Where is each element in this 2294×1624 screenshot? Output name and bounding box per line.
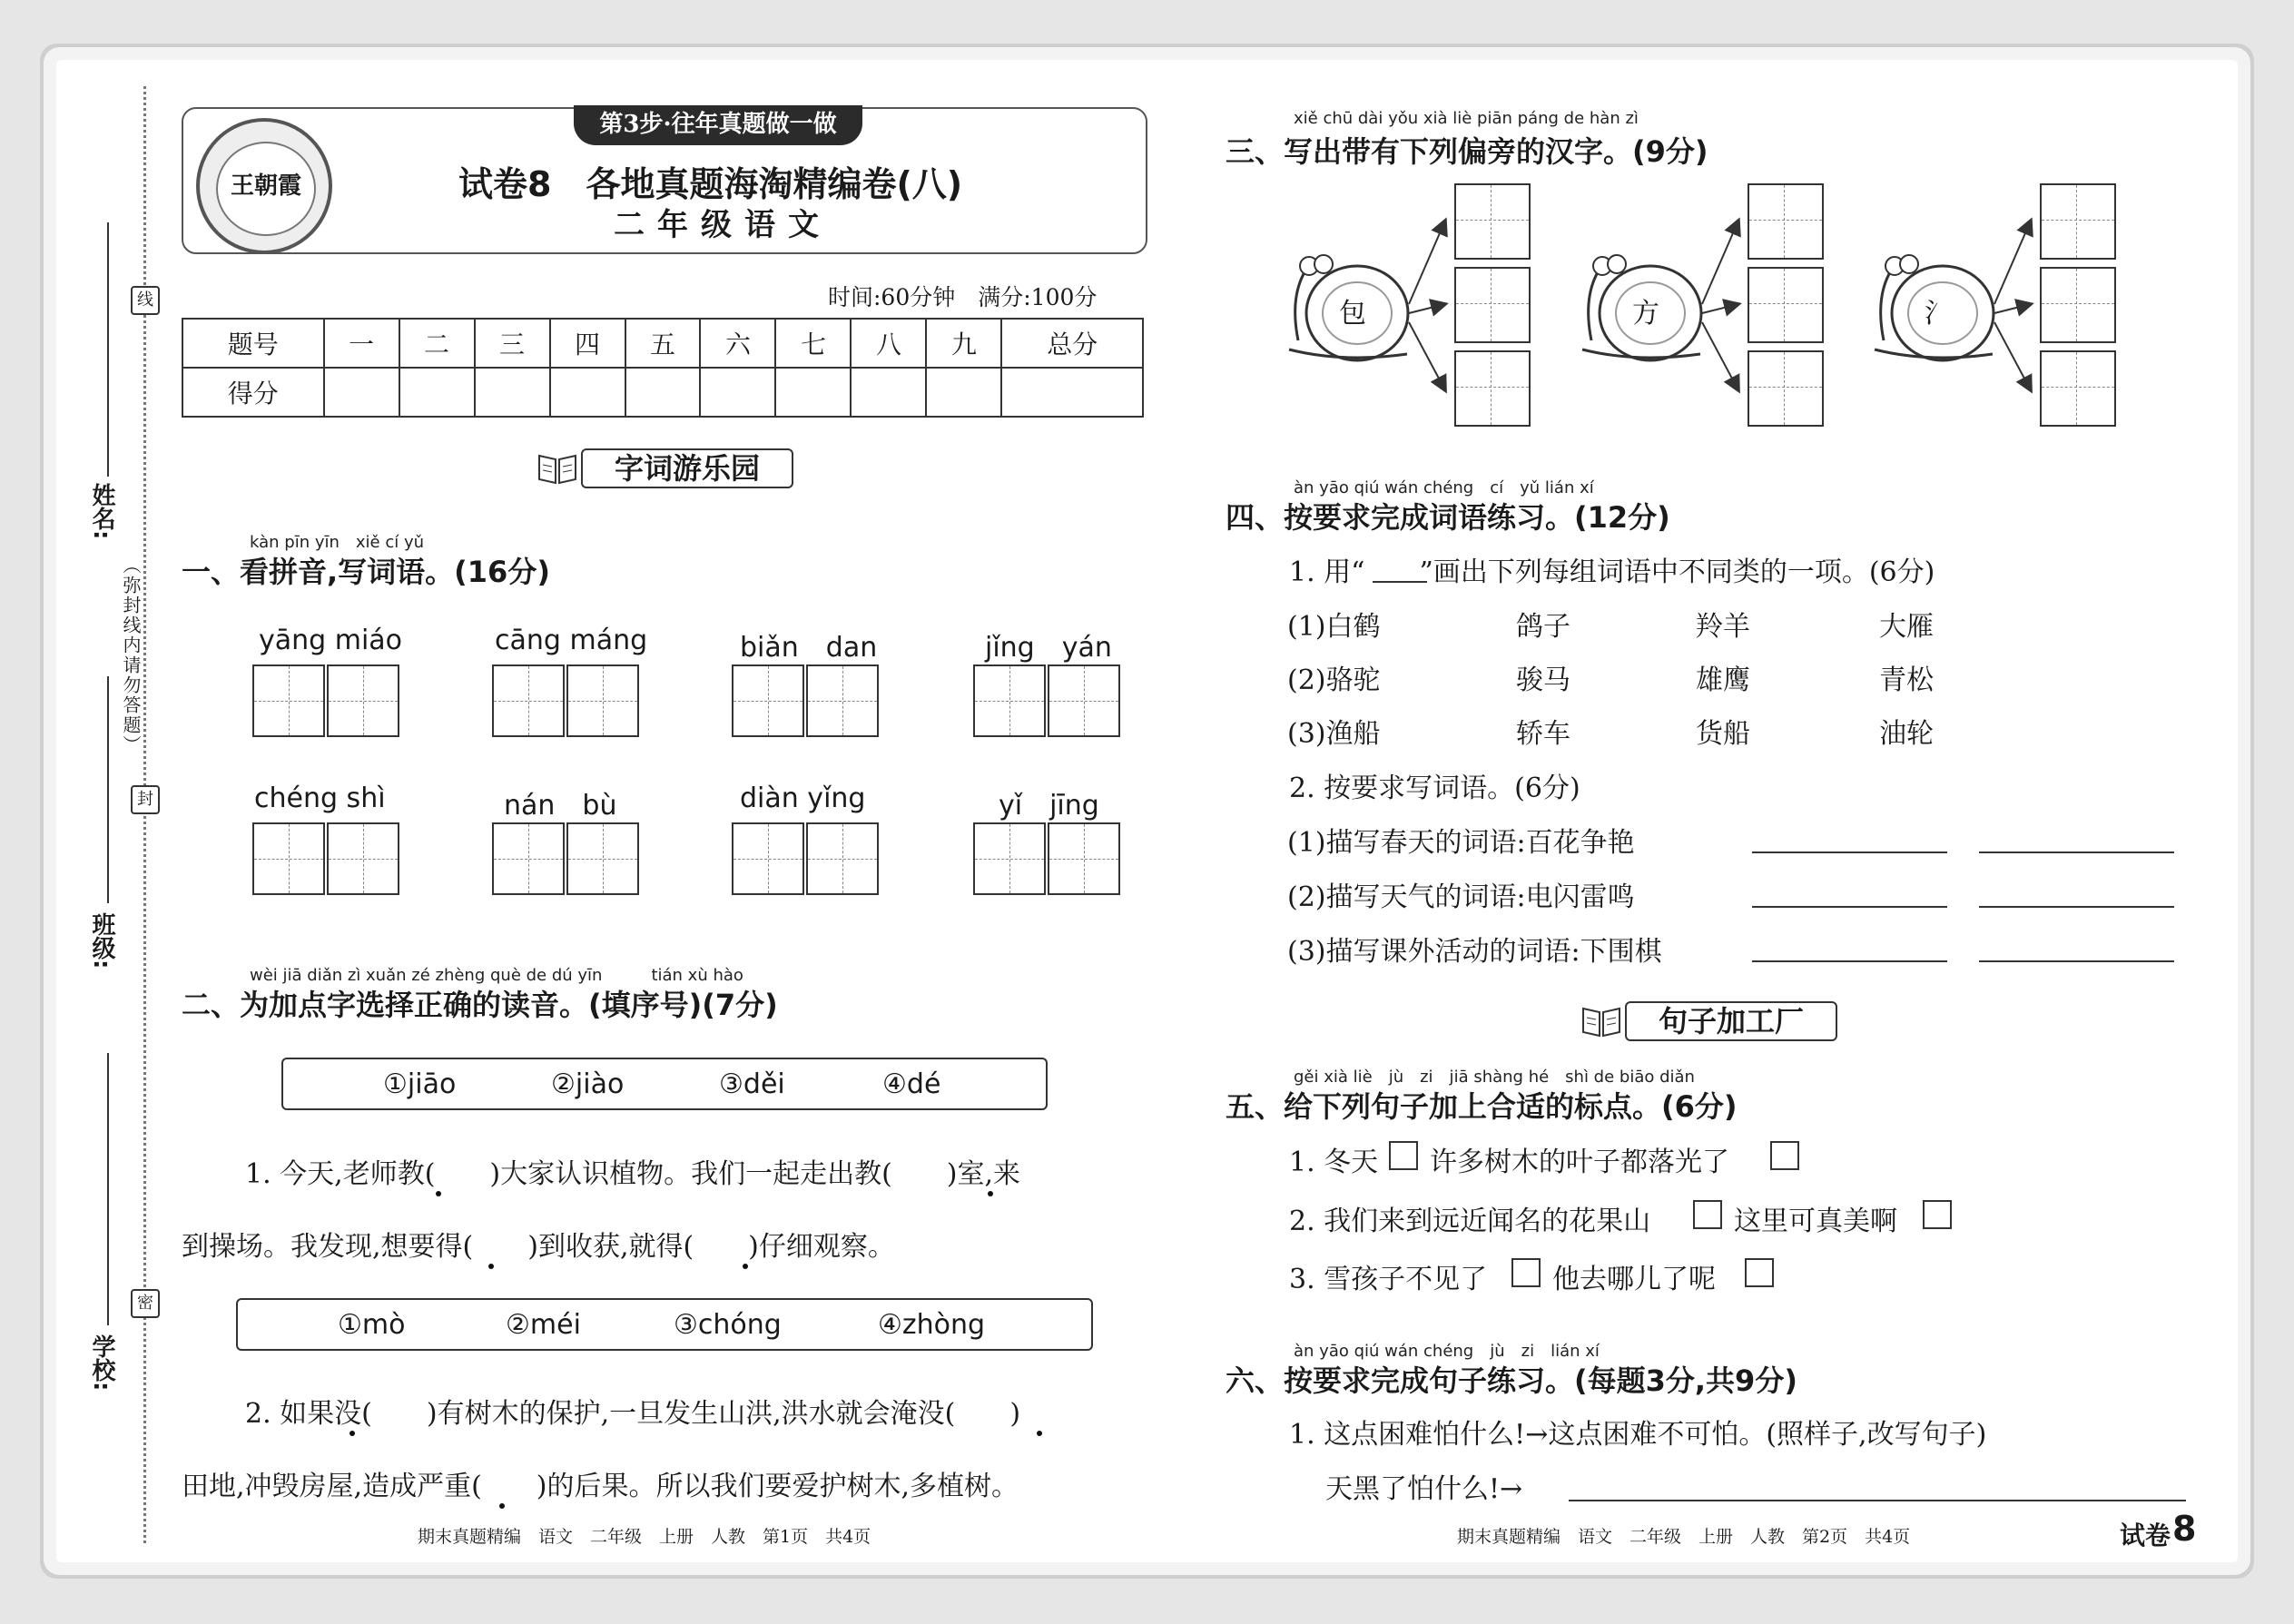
q4-word[interactable]: 青松 (1879, 664, 1934, 696)
book-icon (1580, 1003, 1623, 1039)
score-input[interactable] (700, 368, 775, 417)
q1-pinyin-word: cāng máng (495, 625, 648, 656)
score-input[interactable] (926, 368, 1001, 417)
q5-sentence-part: 他去哪儿了呢 (1552, 1264, 1716, 1295)
q1-pinyin-word: yāng miáo (259, 625, 403, 656)
q1-pinyin-word: jǐng yán (985, 632, 1112, 664)
q5-title: 五、给下列句子加上合适的标点。(6分) (1226, 1089, 1738, 1124)
school-field[interactable] (107, 1053, 109, 1325)
score-cell: 三 (475, 319, 550, 368)
q4-word[interactable]: 油轮 (1879, 718, 1934, 750)
q2-options-box-1 (281, 1058, 1048, 1110)
option: ①mò (338, 1309, 406, 1341)
writing-grid[interactable] (806, 822, 879, 895)
q4-word[interactable]: 大雁 (1879, 611, 1934, 643)
score-cell: 五 (625, 319, 701, 368)
writing-grid[interactable] (252, 822, 325, 895)
name-label: 姓名: (88, 483, 115, 540)
writing-grid[interactable] (806, 664, 879, 737)
writing-grid[interactable] (1748, 183, 1824, 260)
score-table (182, 318, 1144, 418)
q4-word[interactable]: 雄鹰 (1696, 664, 1750, 696)
q3-pinyin: xiě chū dài yǒu xià liè piān páng de hàn zì (1294, 109, 1639, 128)
score-input[interactable] (625, 368, 701, 417)
q2-text-line: 2. 如果没( )有树木的保护,一旦发生山洪,洪水就会淹没( ) (245, 1398, 1021, 1430)
q4-write-prompt: (2)描写天气的词语:电闪雷鸣 (1287, 881, 1635, 913)
option: ④dé (882, 1068, 941, 1100)
writing-grid[interactable] (327, 822, 399, 895)
writing-grid[interactable] (2040, 267, 2116, 343)
q1-pinyin-word: yǐ jīng (999, 790, 1099, 822)
q4-write-prompt: (3)描写课外活动的词语:下围棋 (1287, 936, 1662, 968)
q4-pinyin: àn yāo qiú wán chéng cí yǔ lián xí (1294, 478, 1594, 497)
q2-title: 二、为加点字选择正确的读音。(填序号)(7分) (182, 988, 778, 1022)
section-title-sentences: 句子加工厂 (1625, 1001, 1837, 1041)
q5-sentence-part: 3. 雪孩子不见了 (1289, 1264, 1488, 1295)
q4-word[interactable]: 轿车 (1516, 718, 1570, 750)
emphasis-dot (499, 1503, 505, 1509)
binding-seal-char-secret: 密 (131, 1289, 160, 1318)
q5-sentence-part: 这里可真美啊 (1734, 1206, 1897, 1237)
writing-grid[interactable] (1454, 183, 1531, 260)
writing-grid[interactable] (732, 664, 804, 737)
q3-title: 三、写出带有下列偏旁的汉字。(9分) (1226, 134, 1708, 169)
binding-seal-char-line: 线 (131, 286, 160, 315)
score-cell: 二 (399, 319, 475, 368)
score-input[interactable] (851, 368, 926, 417)
publisher-logo (196, 118, 332, 254)
score-input[interactable] (475, 368, 550, 417)
score-cell: 七 (775, 319, 851, 368)
q4-sub1: 1. 用“ ”画出下列每组词语中不同类的一项。(6分) (1289, 556, 1935, 588)
q1-pinyin-word: chéng shì (254, 782, 386, 814)
q6-title: 六、按要求完成句子练习。(每题3分,共9分) (1226, 1363, 1797, 1398)
writing-grid[interactable] (1048, 664, 1120, 737)
answer-line[interactable] (1979, 851, 2174, 853)
q2-pinyin: wèi jiā diǎn zì xuǎn zé zhèng què de dú yīn tián xù hào (250, 966, 743, 985)
option: ④zhòng (878, 1309, 986, 1341)
school-label: 学校: (88, 1334, 115, 1392)
binding-seal-char-seal: 封 (131, 785, 160, 814)
writing-grid[interactable] (1454, 267, 1531, 343)
binding-note: （弥封线内请勿答题） (120, 556, 142, 755)
q1-title: 一、看拼音,写词语。(16分) (182, 555, 550, 589)
writing-grid[interactable] (2040, 183, 2116, 260)
score-input[interactable] (1001, 368, 1143, 417)
score-cell: 四 (550, 319, 625, 368)
emphasis-dot (743, 1264, 748, 1269)
writing-grid[interactable] (2040, 350, 2116, 427)
writing-grid[interactable] (327, 664, 399, 737)
q4-word[interactable]: 货船 (1696, 718, 1750, 750)
score-cell: 九 (926, 319, 1001, 368)
footer-right: 期末真题精编 语文 二年级 上册 人教 第2页 共4页 (1457, 1527, 1911, 1547)
step-banner: 第3步·往年真题做一做 (574, 105, 862, 145)
option: ②méi (506, 1309, 581, 1341)
name-field[interactable] (107, 222, 109, 477)
exam-subtitle: 二年级语文 (614, 207, 832, 243)
q2-text-line: 田地,冲毁房屋,造成严重( )的后果。所以我们要爱护树木,多植树。 (182, 1471, 1019, 1502)
writing-grid[interactable] (252, 664, 325, 737)
q4-word[interactable]: (3)渔船 (1287, 718, 1381, 750)
exam-tag-number: 8 (2172, 1509, 2197, 1549)
q1-pinyin-word: diàn yǐng (740, 782, 866, 814)
q5-sentence-part: 许多树木的叶子都落光了 (1430, 1147, 1729, 1178)
answer-line[interactable] (1752, 851, 1947, 853)
score-table-score-row (182, 368, 1143, 417)
writing-grid[interactable] (566, 822, 639, 895)
answer-line[interactable] (1979, 960, 2174, 962)
q1-pinyin-word: nán bù (504, 790, 617, 822)
punctuation-box[interactable] (1745, 1258, 1774, 1287)
punctuation-box[interactable] (1511, 1258, 1541, 1287)
q5-sentence-part: 1. 冬天 (1289, 1147, 1379, 1178)
writing-grid[interactable] (492, 664, 565, 737)
q6-line: 1. 这点困难怕什么!→这点困难不可怕。(照样子,改写句子) (1289, 1419, 1987, 1451)
q4-word[interactable]: 羚羊 (1696, 611, 1750, 643)
q5-pinyin: gěi xià liè jù zi jiā shàng hé shì de biāo diǎn (1294, 1068, 1695, 1087)
option: ②jiào (551, 1068, 625, 1100)
q3-radical-diagram (1280, 177, 2151, 440)
emphasis-dot (488, 1264, 494, 1269)
writing-grid[interactable] (973, 664, 1046, 737)
answer-line[interactable] (1979, 906, 2174, 908)
score-row-label: 得分 (182, 368, 324, 417)
writing-grid[interactable] (566, 664, 639, 737)
class-label: 班级: (88, 912, 115, 969)
option: ③děi (719, 1068, 785, 1100)
writing-grid[interactable] (1748, 350, 1824, 427)
underline-sample (1373, 581, 1427, 583)
footer-left: 期末真题精编 语文 二年级 上册 人教 第1页 共4页 (418, 1527, 871, 1547)
answer-line[interactable] (1752, 960, 1947, 962)
emphasis-dot (436, 1191, 441, 1196)
logo-text: 王朝霞 (230, 172, 301, 200)
q4-word[interactable]: (1)白鹤 (1287, 611, 1381, 643)
writing-grid[interactable] (732, 822, 804, 895)
q2-options-box-2 (236, 1298, 1093, 1351)
q4-word[interactable]: 骏马 (1516, 664, 1570, 696)
emphasis-dot (350, 1431, 355, 1436)
q1-pinyin: kàn pīn yīn xiě cí yǔ (250, 533, 425, 552)
class-field[interactable] (107, 676, 109, 903)
time-and-score: 时间:60分钟 满分:100分 (828, 284, 1098, 310)
q4-title: 四、按要求完成词语练习。(12分) (1226, 500, 1670, 535)
score-input[interactable] (324, 368, 399, 417)
q4-word[interactable]: (2)骆驼 (1287, 664, 1381, 696)
writing-grid[interactable] (973, 822, 1046, 895)
radical-bao: 包 (1339, 298, 1366, 330)
answer-line[interactable] (1752, 906, 1947, 908)
punctuation-box[interactable] (1693, 1200, 1722, 1229)
writing-grid[interactable] (1748, 267, 1824, 343)
writing-grid[interactable] (1048, 822, 1120, 895)
writing-grid[interactable] (1454, 350, 1531, 427)
punctuation-box[interactable] (1770, 1141, 1799, 1170)
score-cell: 题号 (182, 319, 324, 368)
option: ①jiāo (383, 1068, 457, 1100)
q1-pinyin-word: biǎn dan (740, 632, 878, 664)
score-table-header-row (182, 319, 1143, 368)
q4-word[interactable]: 鸽子 (1516, 611, 1570, 643)
q5-sentence-part: 2. 我们来到远近闻名的花果山 (1289, 1206, 1651, 1237)
score-input[interactable] (550, 368, 625, 417)
answer-line[interactable] (1569, 1500, 2186, 1501)
score-input[interactable] (775, 368, 851, 417)
punctuation-box[interactable] (1923, 1200, 1952, 1229)
option: ③chóng (674, 1309, 782, 1341)
score-cell: 一 (324, 319, 399, 368)
score-input[interactable] (399, 368, 475, 417)
q4-write-prompt: (1)描写春天的词语:百花争艳 (1287, 827, 1635, 859)
emphasis-dot (988, 1191, 993, 1196)
emphasis-dot (1037, 1431, 1042, 1436)
q6-line: 天黑了怕什么!→ (1325, 1473, 1523, 1505)
q2-text-line: 到操场。我发现,想要得( )到收获,就得( )仔细观察。 (182, 1231, 895, 1263)
score-cell: 六 (700, 319, 775, 368)
writing-grid[interactable] (492, 822, 565, 895)
book-icon (536, 450, 579, 487)
exam-tag: 试卷 (2120, 1521, 2171, 1550)
score-cell: 总分 (1001, 319, 1143, 368)
score-cell: 八 (851, 319, 926, 368)
radical-water: 氵 (1925, 298, 1952, 330)
exam-title: 试卷8 各地真题海淘精编卷(八) (458, 164, 963, 204)
q4-sub2: 2. 按要求写词语。(6分) (1289, 773, 1580, 804)
punctuation-box[interactable] (1389, 1141, 1418, 1170)
radical-fang: 方 (1632, 298, 1659, 330)
section-title-words: 字词游乐园 (581, 448, 793, 488)
q2-text-line: 1. 今天,老师教( )大家认识植物。我们一起走出教( )室,来 (245, 1158, 1021, 1190)
q6-pinyin: àn yāo qiú wán chéng jù zi lián xí (1294, 1342, 1600, 1361)
